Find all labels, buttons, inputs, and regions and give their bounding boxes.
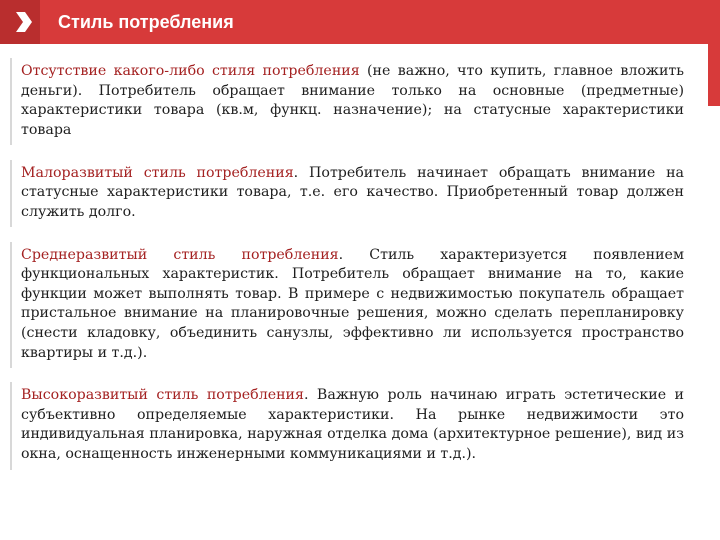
paragraph-medium-style xyxy=(10,242,690,369)
term-high-style: Высокоразвитый стиль потребления xyxy=(21,387,304,404)
paragraph-text: . Стиль характеризуется появлением функциональных характеристик. Потребитель обращает внимание на то, какие функции может выполнять товар. В примере с недвижимостью покупатель обращает пристальное внимание на планировочные решения, можно сделать перепланировку (снести кладовку, объединить санузлы, эффективно ли используется пространство квартиры и т.д.). xyxy=(21,246,684,361)
paragraph-low-style xyxy=(10,160,690,228)
slide-content xyxy=(10,58,690,473)
side-accent-bar xyxy=(708,44,720,106)
slide-title: Стиль потребления xyxy=(58,12,234,32)
term-medium-style: Среднеразвитый стиль потребления xyxy=(21,246,339,263)
term-low-style: Малоразвитый стиль потребления xyxy=(21,164,294,181)
paragraph-text: . Потребитель начинает обращать внимание на статусные характеристики товара, т.е. его качество. Приобретенный товар должен служить долго. xyxy=(21,164,684,220)
paragraph-text: . Важную роль начинаю играть эстетические и субъективно определяемые характеристики. На рынке недвижимости это индивидуальная планировка, наружная отделка дома (архитектурное решение), вид из окна, оснащенность инженерными коммуникациями и т.д.). xyxy=(21,387,684,463)
paragraph-high-style xyxy=(10,382,690,469)
paragraph-no-style xyxy=(10,58,690,145)
paragraph-text: (не важно, что купить, главное вложить деньги). Потребитель обращает внимание только на основные (предметные) характеристики товара (кв.м, функц. назначение); на статусные характеристики товара xyxy=(21,63,684,138)
chevron-right-icon xyxy=(12,11,34,33)
term-no-style: Отсутствие какого-либо стиля потребления xyxy=(21,63,360,79)
slide-header xyxy=(0,0,720,44)
